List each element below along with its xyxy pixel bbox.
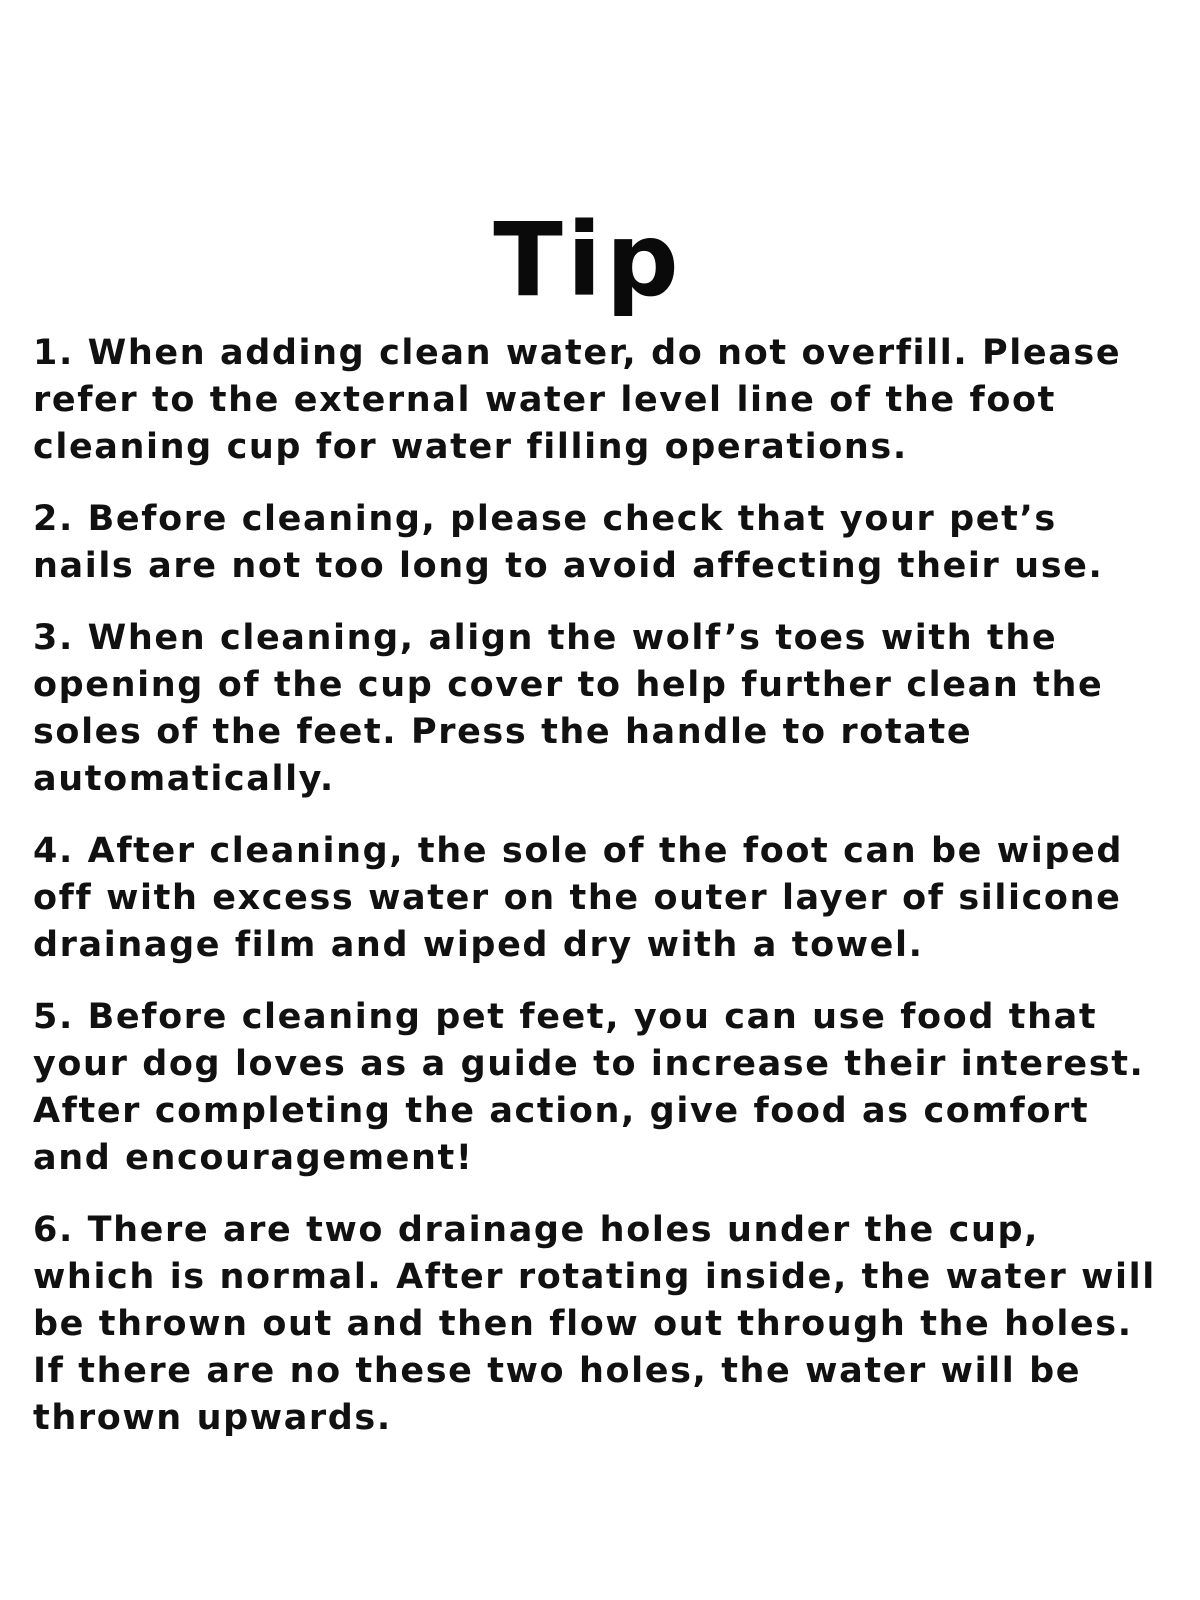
- tip-item-3: 3. When cleaning, align the wolf’s toes with the opening of the cup cover to help further clean the soles of the feet. Press the handle to rotate automatically.: [33, 618, 1104, 799]
- page-title: Tip: [493, 201, 683, 320]
- tip-item-1: 1. When adding clean water, do not overfill. Please refer to the external water level line of the foot cleaning cup for water filling operations.: [33, 333, 1122, 467]
- tip-item-4: 4. After cleaning, the sole of the foot can be wiped off with excess water on the outer layer of silicone drainage film and wiped dry with a towel.: [33, 831, 1123, 965]
- tip-item-6: 6. There are two drainage holes under the cup, which is normal. After rotating inside, the water will be thrown out and then flow out through the holes. If there are no these two holes, the water will be thrown upwards.: [33, 1210, 1156, 1438]
- tip-item-2: 2. Before cleaning, please check that your pet’s nails are not too long to avoid affecting their use.: [33, 499, 1104, 586]
- tip-item-5: 5. Before cleaning pet feet, you can use food that your dog loves as a guide to increase their interest. After completing the action, give food as comfort and encouragement!: [33, 997, 1145, 1178]
- tip-list: [33, 330, 1168, 1467]
